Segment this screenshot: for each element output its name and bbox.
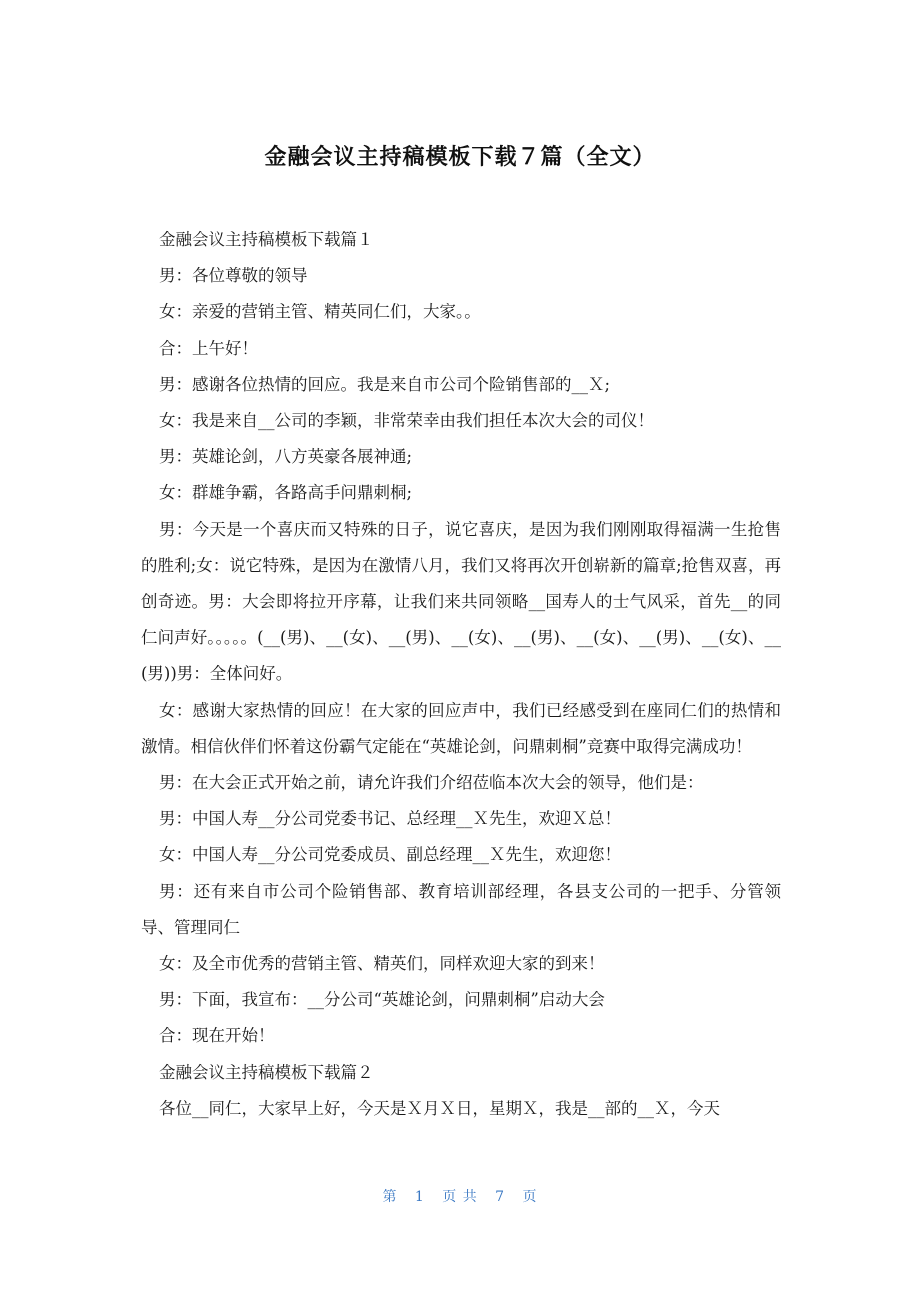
- paragraph: 女：中国人寿__分公司党委成员、副总经理__Ｘ先生，欢迎您！: [159, 845, 621, 865]
- total-pages-number: 7: [495, 1189, 506, 1205]
- document-title: 金融会议主持稿模板下载７篇（全文）: [264, 145, 656, 170]
- current-page-number: 1: [414, 1189, 425, 1205]
- paragraph: 男：各位尊敬的领导: [159, 266, 308, 286]
- paragraph: 女：感谢大家热情的回应！在大家的回应声中，我们已经感受到在座同仁们的热情和激情。相信伙伴们怀着这份霸气定能在“英雄论剑，问鼎刺桐”竞赛中取得完满成功！: [141, 700, 781, 756]
- paragraph: 男：中国人寿__分公司党委书记、总经理__Ｘ先生，欢迎Ｘ总！: [159, 809, 621, 829]
- page-label-suffix: 页: [522, 1189, 538, 1205]
- page-label-prefix: 第: [382, 1189, 398, 1205]
- paragraph: 金融会议主持稿模板下载篇１: [159, 230, 374, 249]
- paragraph: 女：亲爱的营销主管、精英同仁们，大家。。: [159, 302, 481, 322]
- document-body: [141, 222, 781, 1127]
- paragraph: 男：感谢各位热情的回应。我是来自市公司个险销售部的__Ｘ;: [159, 374, 611, 394]
- paragraph: 合：现在开始！: [159, 1026, 275, 1046]
- paragraph: 女：群雄争霸，各路高手问鼎刺桐;: [159, 483, 413, 503]
- paragraph: 女：及全市优秀的营销主管、精英们，同样欢迎大家的到来！: [159, 954, 605, 974]
- page-footer: [0, 1186, 920, 1206]
- paragraph: 合：上午好！: [159, 338, 258, 358]
- paragraph: 男：在大会正式开始之前，请允许我们介绍莅临本次大会的领导，他们是：: [159, 773, 704, 793]
- page-label-middle: 页 共: [442, 1189, 478, 1205]
- paragraph: 女：我是来自__公司的李颖，非常荣幸由我们担任本次大会的司仪！: [159, 411, 654, 431]
- paragraph: 各位__同仁，大家早上好，今天是Ｘ月Ｘ日，星期Ｘ，我是__部的__Ｘ，今天: [159, 1098, 720, 1118]
- paragraph: 男：英雄论剑，八方英豪各展神通;: [159, 447, 413, 467]
- paragraph: 金融会议主持稿模板下载篇２: [159, 1062, 374, 1082]
- paragraph: 男：下面，我宣布：__分公司“英雄论剑，问鼎刺桐”启动大会: [159, 990, 605, 1010]
- paragraph: 男：还有来自市公司个险销售部、教育培训部经理，各县支公司的一把手、分管领导、管理同仁: [141, 881, 781, 937]
- paragraph: 男：今天是一个喜庆而又特殊的日子，说它喜庆，是因为我们刚刚取得福满一生抢售的胜利;女：说它特殊，是因为在激情八月，我们又将再次开创崭新的篇章;抢售双喜，再创奇迹。男：大会即将拉开序幕，让我们来共同领略__国寿人的士气风采，首先__的同仁问声好。。。。。(__(男)、__(女)、__(男)、__(女)、__(男)、__(女)、__(男)、__(女)、__(男))男：全体问好。: [141, 519, 781, 684]
